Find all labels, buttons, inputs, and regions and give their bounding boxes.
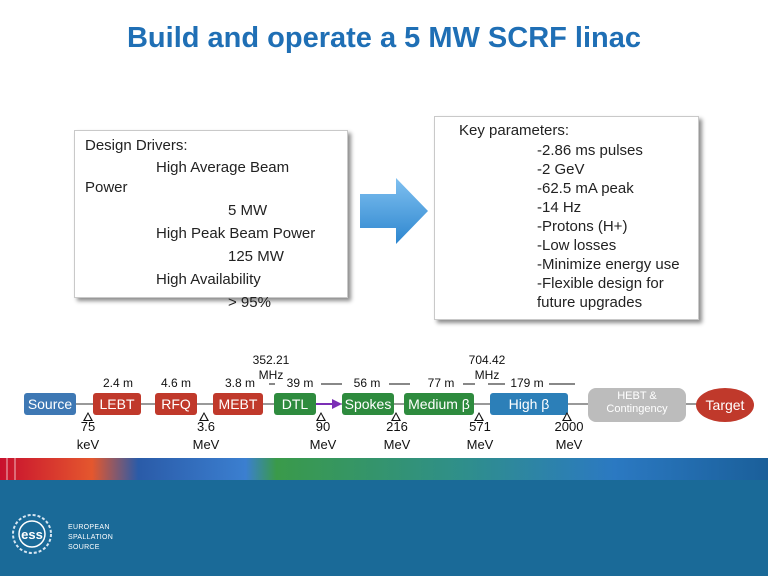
drivers-line: Power: [85, 179, 128, 196]
param-item: -62.5 mA peak: [537, 180, 634, 197]
ess-logo-icon: [10, 512, 62, 556]
energy-label: 3.6 MeV: [192, 419, 220, 452]
param-item: -2.86 ms pulses: [537, 142, 643, 159]
block-hebt-contingency: HEBT & Contingency: [588, 388, 686, 422]
param-item: -Low losses: [537, 237, 617, 254]
length-label: 179 m: [510, 376, 544, 390]
right-arrow-icon: [358, 176, 430, 246]
param-item: -14 Hz: [537, 199, 582, 216]
drivers-heading: Design Drivers:: [85, 137, 188, 154]
energy-label: 571 MeV: [466, 419, 494, 452]
energy-label: 90 MeV: [309, 419, 337, 452]
params-heading: Key parameters:: [459, 122, 570, 139]
color-strip: [0, 458, 768, 480]
block-mebt: MEBT: [213, 393, 263, 415]
frequency-label: 704.42 MHz: [468, 353, 506, 382]
drivers-line: High Peak Beam Power: [156, 225, 316, 242]
drivers-line: High Availability: [156, 271, 261, 288]
length-label: 2.4 m: [102, 376, 133, 390]
length-label: 39 m: [286, 376, 314, 390]
param-item: -Protons (H+): [537, 218, 628, 235]
energy-label: 216 MeV: [383, 419, 411, 452]
block-lebt: LEBT: [93, 393, 141, 415]
block-medium-beta: Medium β: [404, 393, 474, 415]
design-drivers-box: [74, 130, 348, 311]
length-label: 3.8 m: [224, 376, 255, 390]
param-item: -2 GeV: [537, 161, 585, 178]
drivers-line: > 95%: [228, 294, 271, 311]
param-item: future upgrades: [537, 294, 643, 311]
energy-label: 75 keV: [76, 419, 100, 452]
drivers-line: 125 MW: [228, 248, 284, 265]
block-dtl: DTL: [274, 393, 316, 415]
slide-title: Build and operate a 5 MW SCRF linac: [126, 22, 641, 54]
block-source: Source: [24, 393, 76, 415]
length-label: 77 m: [427, 376, 455, 390]
block-target: Target: [696, 388, 754, 422]
block-spokes: Spokes: [342, 393, 394, 415]
logo-text: EUROPEAN SPALLATION SOURCE: [68, 524, 114, 551]
drivers-line: High Average Beam: [156, 159, 290, 176]
block-rfq: RFQ: [155, 393, 197, 415]
energy-label: 2000 MeV: [554, 419, 584, 452]
footer-band: [0, 480, 768, 576]
key-parameters-box: [434, 116, 699, 320]
logo-mark: ess: [21, 527, 43, 542]
drivers-line: 5 MW: [228, 202, 268, 219]
length-label: 4.6 m: [160, 376, 191, 390]
block-high-beta: High β: [490, 393, 568, 415]
param-item: -Flexible design for: [537, 275, 664, 292]
frequency-label: 352.21 MHz: [252, 353, 290, 382]
param-item: -Minimize energy use: [537, 256, 680, 273]
length-label: 56 m: [353, 376, 381, 390]
